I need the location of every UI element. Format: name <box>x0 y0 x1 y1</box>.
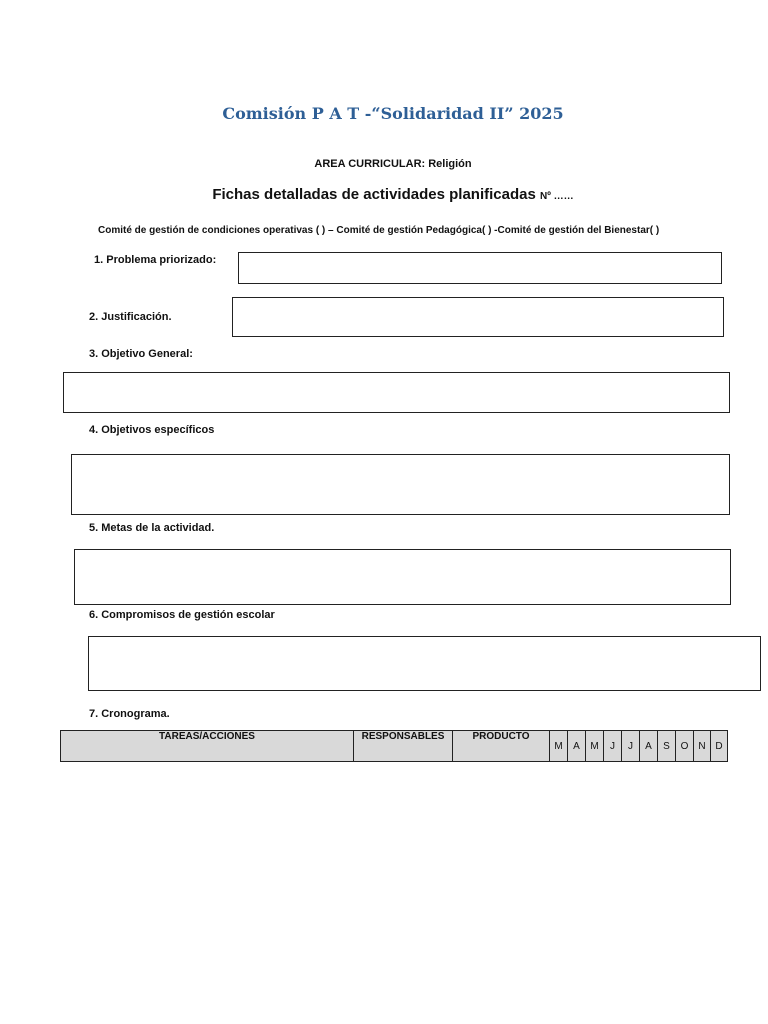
month-nov: N <box>694 731 711 762</box>
area-curricular: AREA CURRICULAR: Religión <box>314 158 472 170</box>
compromisos-field[interactable] <box>88 636 761 691</box>
month-oct: O <box>676 731 694 762</box>
col-producto: PRODUCTO <box>453 731 550 762</box>
col-tareas: TAREAS/ACCIONES <box>61 731 354 762</box>
cronograma-table <box>60 730 728 762</box>
month-jul: J <box>622 731 640 762</box>
label-cronograma: 7. Cronograma. <box>89 708 170 720</box>
ficha-number: Nº …… <box>539 191 574 202</box>
problema-field[interactable] <box>238 252 722 284</box>
label-problema: 1. Problema priorizado: <box>94 254 217 266</box>
justificacion-field[interactable] <box>232 297 724 337</box>
document-subtitle <box>0 186 768 203</box>
label-objetivo-general: 3. Objetivo General: <box>89 348 193 360</box>
month-sep: S <box>658 731 676 762</box>
metas-field[interactable] <box>74 549 731 605</box>
cronograma-header-row <box>61 731 728 762</box>
objetivo-general-field[interactable] <box>63 372 730 413</box>
month-dic: D <box>711 731 728 762</box>
label-compromisos: 6. Compromisos de gestión escolar <box>89 609 275 621</box>
month-mar: M <box>550 731 568 762</box>
month-may: M <box>586 731 604 762</box>
month-ago: A <box>640 731 658 762</box>
subtitle-text: Fichas detalladas de actividades planificadas <box>212 186 536 203</box>
label-objetivos-especificos: 4. Objetivos específicos <box>89 424 215 436</box>
month-abr: A <box>568 731 586 762</box>
objetivos-especificos-field[interactable] <box>71 454 730 515</box>
col-responsables: RESPONSABLES <box>354 731 453 762</box>
label-justificacion: 2. Justificación. <box>89 311 172 323</box>
month-jun: J <box>604 731 622 762</box>
committee-selection: Comité de gestión de condiciones operativas ( ) – Comité de gestión Pedagógica( ) -Comité de gestión del Bienestar( ) <box>98 225 660 236</box>
label-metas: 5. Metas de la actividad. <box>89 522 215 534</box>
document-title: Comisión P A T -“Solidaridad II” 2025 <box>222 104 564 123</box>
